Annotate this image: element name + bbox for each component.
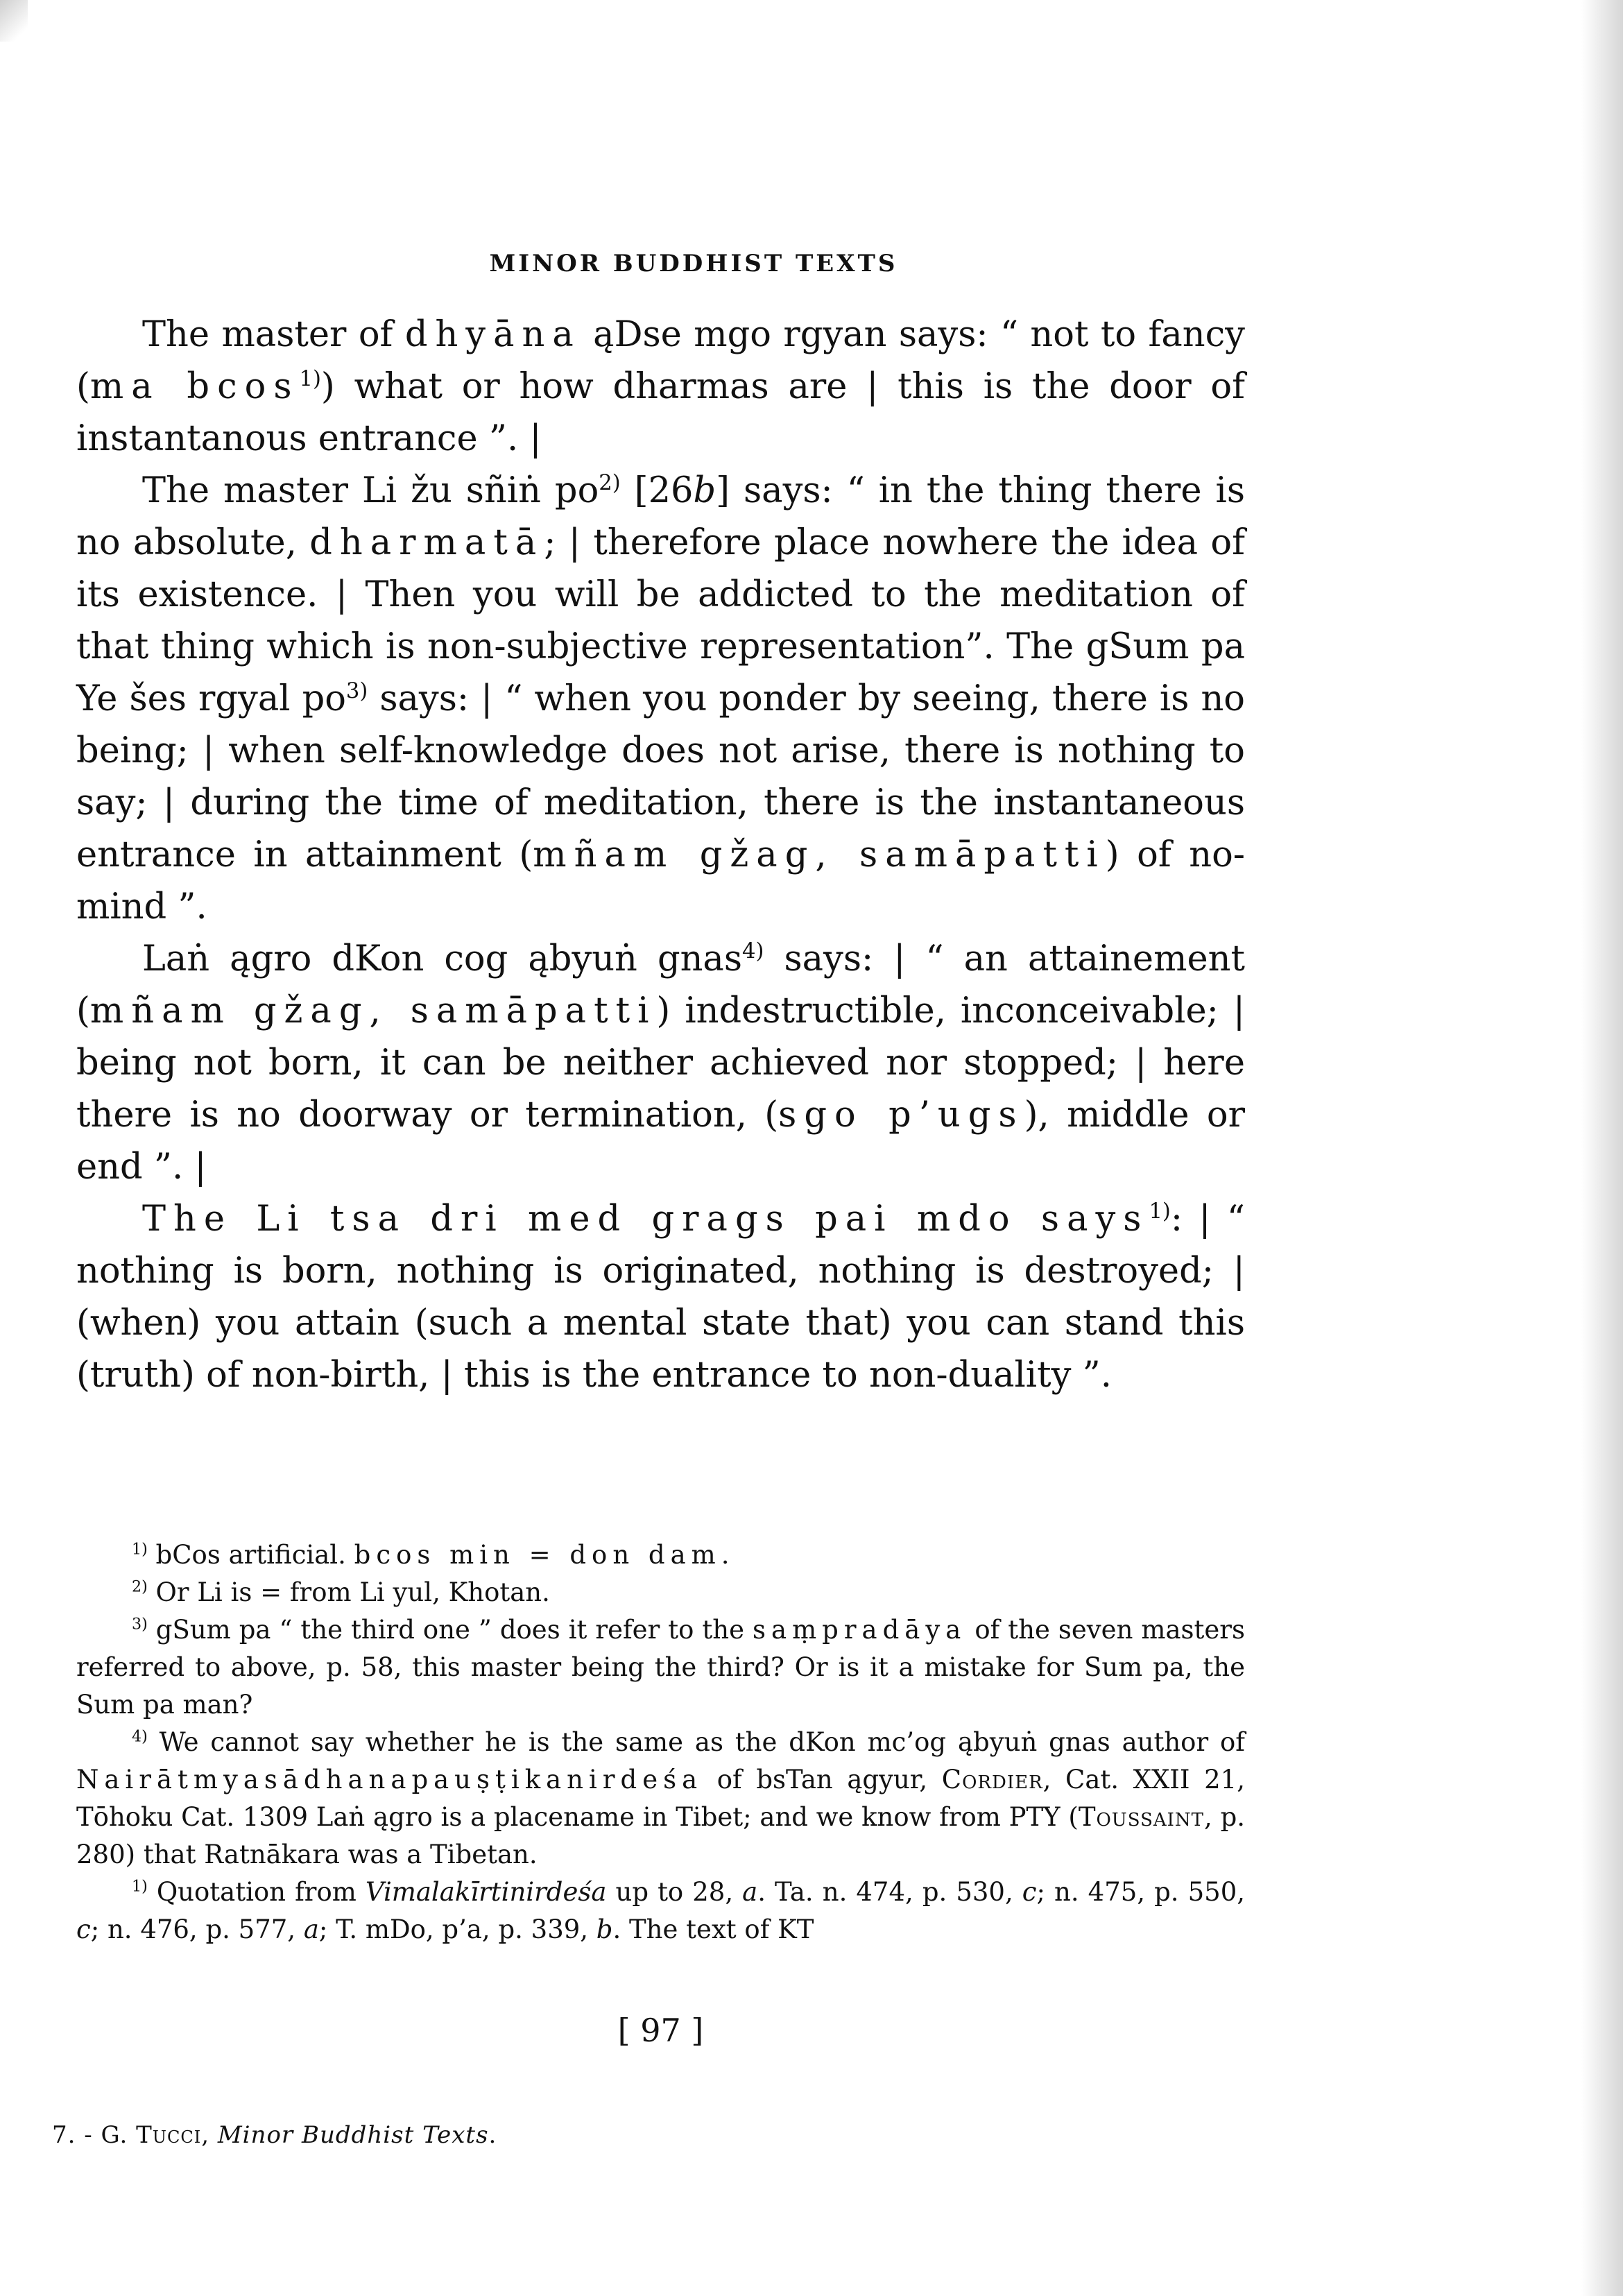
author-name: Tucci — [136, 2121, 202, 2149]
book-title: Minor Buddhist Texts — [217, 2121, 489, 2149]
text-span: ), middle or end ”. | — [76, 1095, 1245, 1188]
author-name: Toussaint — [1078, 1802, 1205, 1832]
footnote-number: 4) — [132, 1727, 148, 1746]
footnotes — [76, 1536, 1245, 1948]
spaced-term: saṃpradāya — [753, 1615, 967, 1645]
text-span: The master Li žu sñiṅ po — [142, 470, 599, 511]
footnote-1 — [76, 1536, 1245, 1574]
text-span: . Ta. n. 474, p. 530, — [757, 1877, 1022, 1907]
imprint-line — [52, 2121, 497, 2149]
text-span: : | “ nothing is born, nothing is originated, nothing is destroyed; | (when) you attain (such a mental state that) you can stand this (truth) of non-birth, | this is the entrance to non-duality ”. — [76, 1199, 1245, 1396]
spaced-term: mñam gžag, samāpatti — [533, 834, 1106, 875]
spaced-term: dhyāna — [404, 314, 581, 355]
text-span: gSum pa “ the third one ” does it refer to the — [147, 1615, 753, 1645]
text-span: ; | therefore place nowhere the idea of its existence. | Then you will be addicted to the meditation of that thing which is non-subjective representation”. The gSum pa Ye šes rgyal po — [76, 522, 1245, 719]
footnote-4 — [76, 1724, 1245, 1874]
italic-text: a — [742, 1877, 758, 1907]
page-number: [ 97 ] — [617, 2012, 704, 2049]
text-span: of bsTan ągyur, — [703, 1765, 942, 1794]
text-span: ] says: “ in the thing there is no absolute, — [76, 470, 1245, 563]
text-span: of the seven masters referred to above, p. 58, this master being the third? Or is it a mistake for Sum pa, the Sum pa man? — [76, 1615, 1245, 1720]
footnote-number: 1) — [132, 1540, 148, 1559]
footnote-ref: 4) — [742, 939, 764, 963]
footnote-number: 3) — [132, 1615, 148, 1634]
footnote-ref: 3) — [345, 679, 368, 703]
italic-text: b — [693, 470, 716, 511]
text-span: We cannot say whether he is the same as the dKon mc’og ąbyuṅ gnas author of — [147, 1727, 1245, 1757]
spaced-term: ma bcos — [89, 366, 300, 407]
footnote-ref: 1) — [1149, 1199, 1171, 1224]
italic-text: a — [303, 1914, 319, 1944]
footnote-number: 2) — [132, 1577, 148, 1596]
italic-text: c — [1022, 1877, 1037, 1907]
spaced-term: mñam gžag, samāpatti — [89, 991, 657, 1031]
text-span: Laṅ ągro dKon cog ąbyuṅ gnas — [142, 939, 743, 979]
running-head: MINOR BUDDHIST TEXTS — [489, 250, 898, 277]
spaced-term: dharmatā — [309, 522, 544, 563]
footnote-number: 1) — [132, 1877, 148, 1896]
text-span: , — [201, 2121, 218, 2149]
text-span: 7. - G. — [52, 2121, 137, 2149]
text-span: ; T. mDo, p’a, p. 339, — [318, 1914, 596, 1944]
main-text — [76, 309, 1245, 1401]
italic-text: c — [76, 1914, 91, 1944]
text-span: , Cat. XXII 21, Tōhoku Cat. 1309 Laṅ ągro is a placename in Tibet; and we know from PTY ( — [76, 1765, 1245, 1832]
text-span: ) of no-mind ”. — [76, 834, 1246, 927]
footnote-5 — [76, 1874, 1245, 1948]
spaced-term: bcos min = don dam. — [354, 1540, 735, 1570]
spaced-term: The Li tsa dri med grags pai mdo says — [142, 1199, 1149, 1240]
text-span: , p. 280) that Ratnākara was a Tibetan. — [76, 1802, 1246, 1869]
footnote-ref: 2) — [599, 471, 621, 495]
footnote-ref: 1) — [299, 367, 321, 391]
text-span: . The text of KT — [612, 1914, 814, 1944]
text-span: ąDse mgo rgyan says: “ not to fancy ( — [76, 314, 1245, 407]
italic-text: Vimalakīrtinirdeśa — [365, 1877, 607, 1907]
italic-text: b — [596, 1914, 613, 1944]
footnote-2 — [76, 1574, 1245, 1611]
text-span: up to 28, — [606, 1877, 743, 1907]
spaced-term: sgo p’ugs — [778, 1095, 1024, 1136]
text-span: ) what or how dharmas are | this is the door of instantanous entrance ”. | — [76, 366, 1245, 459]
text-span: The master of — [142, 314, 405, 355]
paragraph-2 — [76, 465, 1245, 933]
paragraph-1 — [76, 309, 1245, 465]
text-span: ; n. 475, p. 550, — [1036, 1877, 1245, 1907]
text-span: ; n. 476, p. 577, — [90, 1914, 304, 1944]
text-span: says: | “ when you ponder by seeing, there is no being; | when self-knowledge does not arise, there is nothing to say; | during the time of meditation, there is the instantaneous entrance in attainment ( — [76, 678, 1245, 875]
spaced-term: Nairātmyasādhanapauṣṭikanirdeśa — [76, 1765, 703, 1794]
text-span: . — [488, 2121, 497, 2149]
paragraph-4 — [76, 1193, 1245, 1401]
text-span: Or Li is = from Li yul, Khotan. — [147, 1577, 550, 1607]
text-span: [26 — [620, 470, 694, 511]
text-span: ) indestructible, inconceivable; | being not born, it can be neither achieved nor stopped; | here there is no doorway or termination, ( — [76, 991, 1246, 1136]
text-span: says: | “ an attainement ( — [76, 939, 1245, 1031]
footnote-3 — [76, 1611, 1245, 1724]
text-span: Quotation from — [147, 1877, 366, 1907]
paragraph-3 — [76, 933, 1245, 1193]
text-span: bCos artificial. — [147, 1540, 354, 1570]
page-edge-shadow — [1581, 0, 1623, 2296]
page-corner-shadow — [0, 0, 28, 42]
author-name: Cordier — [941, 1765, 1043, 1794]
